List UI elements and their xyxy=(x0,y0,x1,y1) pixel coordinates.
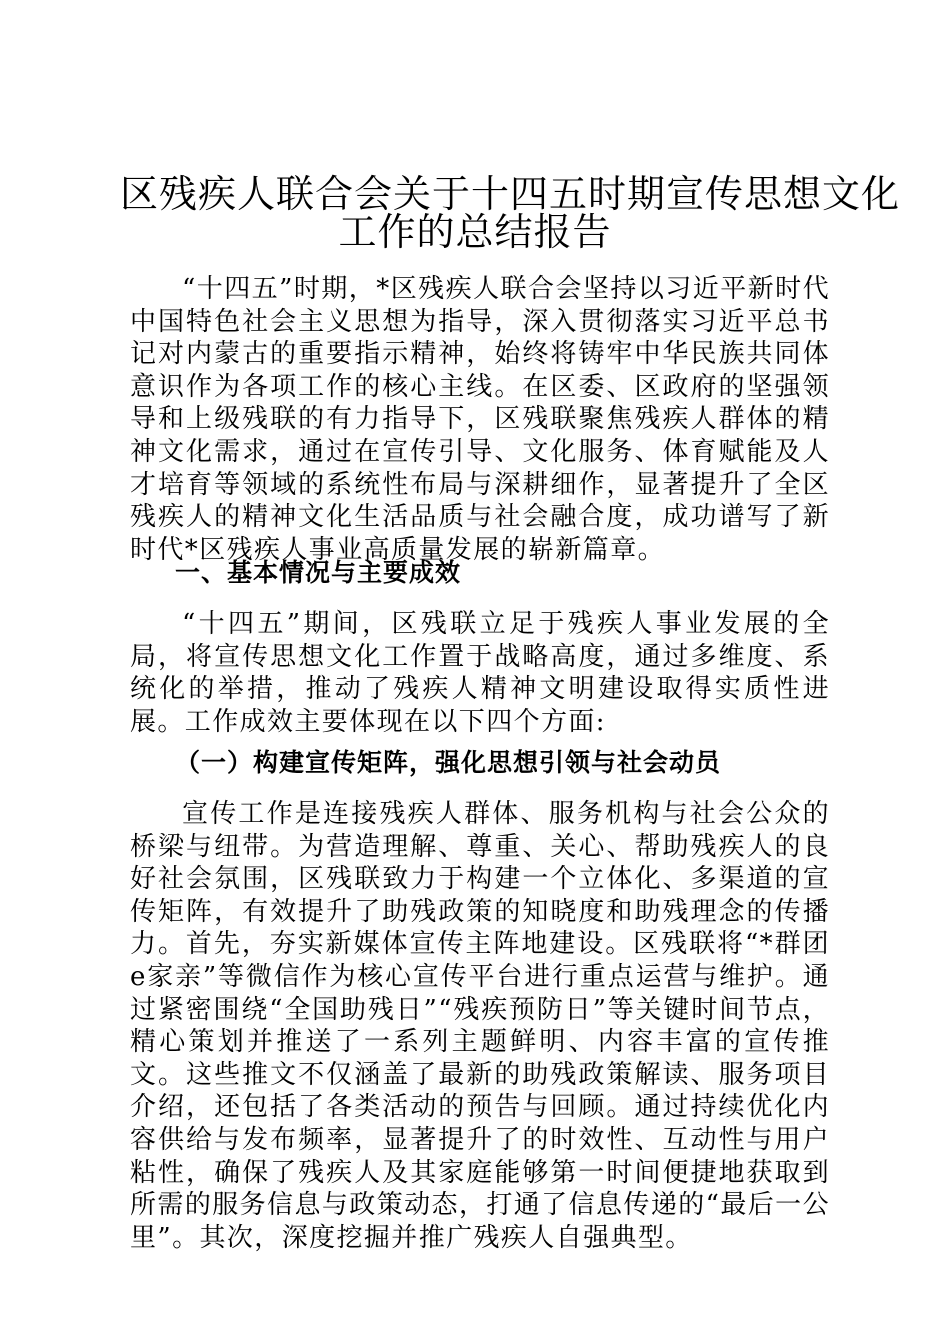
subsection-1-paragraph: 宣传工作是连接残疾人群体、服务机构与社会公众的桥梁与纽带。为营造理解、尊重、关心、帮助残疾人的良好社会氛围，区残联致力于构建一个立体化、多渠道的宣传矩阵，有效提升了助残政策的知晓度和助残理念的传播力。首先，夯实新媒体宣传主阵地建设。区残联将“*群团e家亲”等微信作为核心宣传平台进行重点运营与维护。通过紧密围绕“全国助残日”“残疾预防日”等关键时间节点，精心策划并推送了一系列主题鲜明、内容丰富的宣传推文。这些推文不仅涵盖了最新的助残政策解读、服务项目介绍，还包括了各类活动的预告与回顾。通过持续优化内容供给与发布频率，显著提升了的时效性、互动性与用户粘性，确保了残疾人及其家庭能够第一时间便捷地获取到所需的服务信息与政策动态，打通了信息传递的“最后一公里”。其次，深度挖掘并推广残疾人自强典型。 xyxy=(130,799,830,1253)
subsection-heading-1: （一）构建宣传矩阵，强化思想引领与社会动员 xyxy=(175,748,722,777)
section-heading-1: 一、基本情况与主要成效 xyxy=(175,558,462,587)
document-title-line-1: 区残疾人联合会关于十四五时期宣传思想文化 xyxy=(120,172,901,216)
document-title-line-2: 工作的总结报告 xyxy=(338,210,612,254)
intro-paragraph: “十四五”时期，*区残疾人联合会坚持以习近平新时代中国特色社会主义思想为指导，深入贯彻落实习近平总书记对内蒙古的重要指示精神，始终将铸牢中华民族共同体意识作为各项工作的核心主线。在区委、区政府的坚强领导和上级残联的有力指导下，区残联聚焦残疾人群体的精神文化需求，通过在宣传引导、文化服务、体育赋能及人才培育等领域的系统性布局与深耕细作，显著提升了全区残疾人的精神文化生活品质与社会融合度，成功谱写了新时代*区残疾人事业高质量发展的崭新篇章。 xyxy=(130,274,830,565)
section-1-paragraph: “十四五”期间，区残联立足于残疾人事业发展的全局，将宣传思想文化工作置于战略高度，通过多维度、系统化的举措，推动了残疾人精神文明建设取得实质性进展。工作成效主要体现在以下四个方面: xyxy=(130,609,830,737)
